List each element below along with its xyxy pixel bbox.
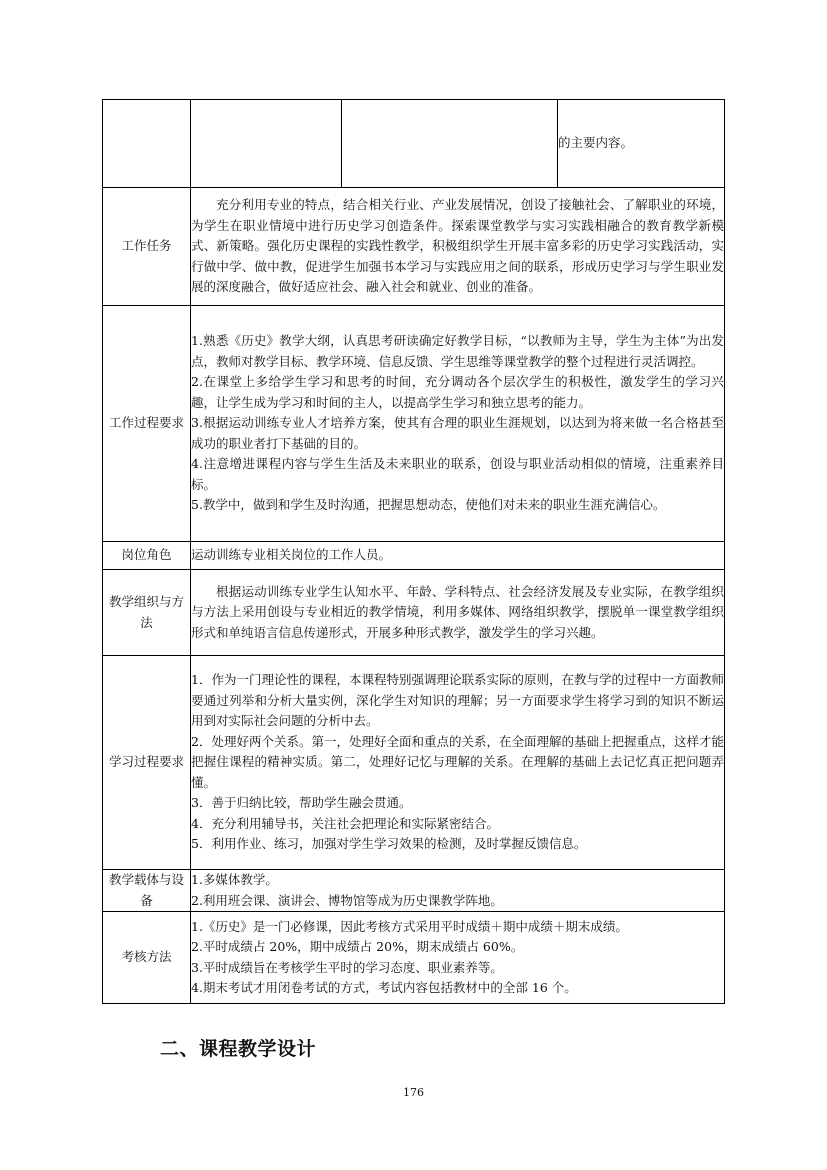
section-title: 二、课程教学设计: [160, 1038, 317, 1060]
equipment-list: [191, 870, 725, 912]
list-item: 5.教学中，做到和学生及时沟通，把握思想动态，使他们对未来的职业生涯充满信心。: [191, 497, 666, 513]
organization-text: 根据运动训练专业学生认知水平、年龄、学科特点、社会经济发展及专业实际，在教学组织与方法上采用创设与专业相近的教学情境，利用多媒体、网络组织教学，摆脱单一课堂教学组织形式和单纯语言信息传递形式，开展多种形式教学，激发学生的学习兴趣。: [191, 570, 725, 656]
list-item: 2．处理好两个关系。第一，处理好全面和重点的关系，在全面理解的基础上把握重点，这样才能把握住课程的精神实质。第二，处理好记忆与理解的关系。在理解的基础上去记忆真正把问题弄懂。: [191, 733, 724, 790]
table-row-continued: [103, 100, 725, 188]
row-label: 工作过程要求: [103, 306, 191, 542]
row-label: 学习过程要求: [103, 656, 191, 870]
main-content-cell: 的主要内容。: [558, 100, 725, 188]
table-row-organization: [103, 570, 725, 656]
list-item: 4．充分利用辅导书，关注社会把理论和实际紧密结合。: [191, 815, 499, 831]
list-item: 1.熟悉《历史》教学大纲，认真思考研读确定好教学目标，“以教师为主导，学生为主体”为出发点，教师对教学目标、教学环境、信息反馈、学生思维等课堂教学的整个过程进行灵活调控。: [191, 333, 724, 369]
list-item: 3.平时成绩旨在考核学生平时的学习态度、职业素养等。: [191, 959, 503, 975]
row-label: 岗位角色: [103, 542, 191, 570]
work-process-list: [191, 306, 725, 542]
list-item: 1.多媒体教学。: [191, 872, 278, 887]
list-item: 3.根据运动训练专业人才培养方案，使其有合理的职业生涯规划，以达到为将来做一名合格甚至成功的职业者打下基础的目的。: [191, 415, 724, 451]
learning-process-list: [191, 656, 725, 870]
list-item: 4.注意增进课程内容与学生生活及未来职业的联系，创设与职业活动相似的情境，注重素养目标。: [191, 456, 724, 492]
table-row-role: [103, 542, 725, 570]
row-label: 教学载体与设备: [103, 870, 191, 912]
empty-cell: [191, 100, 342, 188]
table-row-assessment: [103, 912, 725, 1004]
table-row-work-task: [103, 188, 725, 306]
work-task-text: 充分利用专业的特点，结合相关行业、产业发展情况，创设了接触社会、了解职业的环境，为学生在职业情境中进行历史学习创造条件。探索课堂教学与实习实践相融合的教育教学新模式、新策略。强化历史课程的实践性教学，积极组织学生开展丰富多彩的历史学习实践活动，实行做中学、做中教，促进学生加强书本学习与实践应用之间的联系，形成历史学习与学生职业发展的深度融合，做好适应社会、融入社会和就业、创业的准备。: [191, 188, 725, 306]
empty-cell: [103, 100, 191, 188]
list-item: 2.平时成绩占 20%，期中成绩占 20%，期末成绩占 60%。: [191, 939, 524, 954]
table-row-work-process: [103, 306, 725, 542]
empty-cell: [342, 100, 558, 188]
row-label: 教学组织与方法: [103, 570, 191, 656]
table-row-equipment: [103, 870, 725, 912]
list-item: 2.利用班会课、演讲会、博物馆等成为历史课教学阵地。: [191, 892, 503, 908]
role-text: 运动训练专业相关岗位的工作人员。: [191, 542, 725, 570]
row-label: 工作任务: [103, 188, 191, 306]
assessment-list: [191, 912, 725, 1004]
course-table: [102, 99, 725, 1004]
table-row-learning-process: [103, 656, 725, 870]
page-number: 176: [403, 1086, 424, 1099]
list-item: 3．善于归纳比较，帮助学生融会贯通。: [191, 795, 412, 811]
list-item: 5．利用作业、练习，加强对学生学习效果的检测，及时掌握反馈信息。: [191, 836, 587, 852]
list-item: 1.《历史》是一门必修课，因此考核方式采用平时成绩＋期中成绩＋期末成绩。: [191, 918, 628, 934]
list-item: 2.在课堂上多给学生学习和思考的时间，充分调动各个层次学生的积极性，激发学生的学习兴趣，让学生成为学习和时间的主人，以提高学生学习和独立思考的能力。: [191, 374, 724, 410]
list-item: 4.期末考试才用闭卷考试的方式，考试内容包括教材中的全部 16 个。: [191, 980, 577, 995]
row-label: 考核方法: [103, 912, 191, 1004]
list-item: 1．作为一门理论性的课程，本课程特别强调理论联系实际的原则，在教与学的过程中一方面教师要通过列举和分析大量实例，深化学生对知识的理解；另一方面要求学生将学习到的知识不断运用到对实际社会问题的分析中去。: [191, 672, 724, 729]
